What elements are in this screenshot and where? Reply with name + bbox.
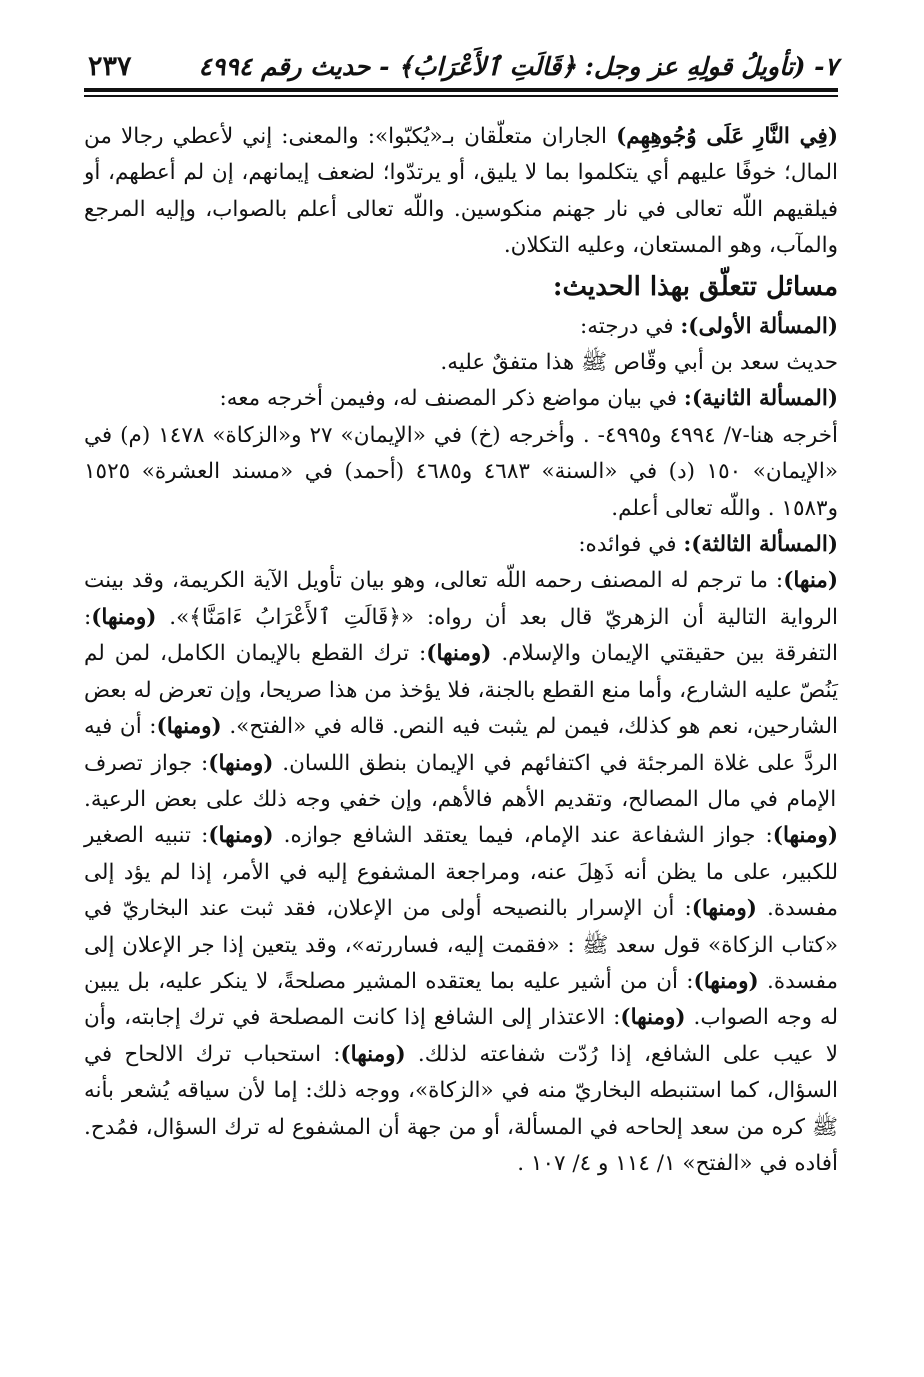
benefit-marker: (ومنها) — [693, 968, 759, 994]
issue-three — [84, 527, 838, 563]
issue-two — [84, 381, 838, 417]
benefit-marker: (ومنها) — [772, 823, 838, 849]
benefit-marker: (ومنها) — [208, 823, 274, 849]
page-number: ٢٣٧ — [88, 51, 132, 82]
page-body — [84, 119, 838, 1182]
issue-three-label: (المسألة الثالثة): — [683, 532, 838, 558]
issue-one — [84, 309, 838, 345]
benefit-text: : تنبيه الصغير للكبير، على ما يظن أنه ذَهِلَ عنه، ومراجعة المشفوع إليه في الأمر، إذا لم يؤد إلى مفسدة. — [84, 823, 838, 922]
commentary-text: الجاران متعلّقان بـ«يُكبّوا»: والمعنى: إني لأعطي رجالا من المال؛ خوفًا عليهم أي يتكلموا بما لا يليق، أو يرتدّوا؛ لضعف إيمانهم، إن لم أعطهم، أو فيلقيهم اللّه تعالى في نار جهنم منكوسين. واللّه تعالى أعلم بالصواب، وإليه المرجع والمآب، وهو المستعان، وعليه التكلان. — [84, 124, 838, 259]
benefit-marker: (ومنها) — [340, 1041, 406, 1067]
benefit-text: : جواز الشفاعة عند الإمام، فيما يعتقد الشافع جوازه. — [273, 823, 773, 849]
benefit-marker: (ومنها) — [691, 896, 757, 922]
issue-one-title: في درجته: — [580, 313, 681, 339]
benefit-text: : أن فيه الردَّ على غلاة المرجئة في اكتفائهم في الإيمان بنطق اللسان. — [84, 714, 838, 776]
quoted-phrase: (فِي النَّارِ عَلَى وُجُوهِهِم) — [616, 124, 839, 149]
issue-two-title: في بيان مواضع ذكر المصنف له، وفيمن أخرجه معه: — [219, 386, 684, 412]
benefit-marker: (ومنها) — [620, 1005, 686, 1031]
issue-one-label: (المسألة الأولى): — [680, 313, 838, 339]
section-heading: مسائل تتعلّق بهذا الحديث: — [552, 271, 838, 302]
benefit-text: : التفرقة بين حقيقتي الإيمان والإسلام. — [84, 604, 838, 667]
benefit-marker: (ومنها) — [208, 750, 274, 776]
issue-one-detail: حديث سعد بن أبي وقّاص ﷺ هذا متفقٌ عليه. — [440, 350, 838, 376]
header-rule-thin — [84, 95, 838, 97]
benefit-marker: (ومنها) — [156, 714, 222, 740]
issue-two-detail: أخرجه هنا-٧/ ٤٩٩٤ و٤٩٩٥- . وأخرجه (خ) في «الإيمان» ٢٧ و«الزكاة» ١٤٧٨ (م) في «الإيمان» ١٥٠ (د) في «السنة» ٤٦٨٣ و٤٦٨٥ (أحمد) في «مسند العشرة» ١٥٢٥ و١٥٨٣ . واللّه تعالى أعلم. — [84, 422, 839, 521]
issue-two-label: (المسألة الثانية): — [683, 386, 838, 412]
commentary-paragraph — [84, 119, 838, 265]
running-title: ٧- (تأويلُ قولِهِ عز وجل: ﴿قَالَتِ ٱلأَعْرَابُ﴾ - حديث رقم ٤٩٩٤ — [198, 52, 838, 81]
benefit-marker: (ومنها) — [91, 604, 157, 630]
issue-three-title: في فوائده: — [578, 532, 684, 558]
benefit-text: : ترك القطع بالإيمان الكامل، لمن لم يَنُصّ عليه الشارع، وأما منع القطع بالجنة، فلا يؤخذ من هذا صريحا، وإن تعرض له بعض الشارحين، نعم هو كذلك، فيمن لم يثبت فيه النص. قاله في «الفتح». — [84, 641, 838, 740]
benefits-paragraph — [84, 563, 838, 1182]
header-rule-thick — [84, 88, 838, 92]
benefit-text: : ما ترجم له المصنف رحمه اللّه تعالى، وهو بيان تأويل الآية الكريمة، وقد بينت الرواية التالية أن الزهريّ قال بعد أن رواه: «﴿قَالَتِ ٱلأَعْرَابُ ءَامَنَّا﴾». — [84, 568, 838, 630]
benefit-text: : الاعتذار إلى الشافع إذا كانت المصلحة في ترك إجابته، وأن لا عيب على الشافع، إذا رُدّت شفاعته لذلك. — [84, 1005, 838, 1067]
benefit-text: : استحباب ترك الالحاح في السؤال، كما استنبطه البخاريّ منه في «الزكاة»، ووجه ذلك: إما لأن سياقه يُشعر بأنه ﷺ كره من سعد إلحاحه في المسألة، أو من جهة أن المشفوع له ترك السؤال، فمُدح. أفاده في «الفتح» ١/ ١١٤ و ٤/ ١٠٧ . — [84, 1041, 838, 1176]
benefit-text: : جواز تصرف الإمام في مال المصالح، وتقديم الأهم فالأهم، وإن خفي وجه ذلك على بعض الرعية. — [84, 750, 837, 812]
benefit-marker: (ومنها) — [426, 641, 492, 667]
running-header — [84, 50, 838, 84]
benefit-marker: (منها) — [783, 568, 838, 594]
benefit-text: : أن الإسرار بالنصيحه أولى من الإعلان، فقد ثبت عند البخاريّ في «كتاب الزكاة» قول سعد ﷺ : «فقمت إليه، فساررته»، وقد يتعين إذا جر الإعلان إلى مفسدة. — [84, 896, 839, 994]
header-rule — [84, 88, 838, 97]
benefit-text: : أن من أشير عليه بما يعتقده المشير مصلحةً، لا ينكر عليه، بل يبين له وجه الصواب. — [84, 968, 838, 1031]
